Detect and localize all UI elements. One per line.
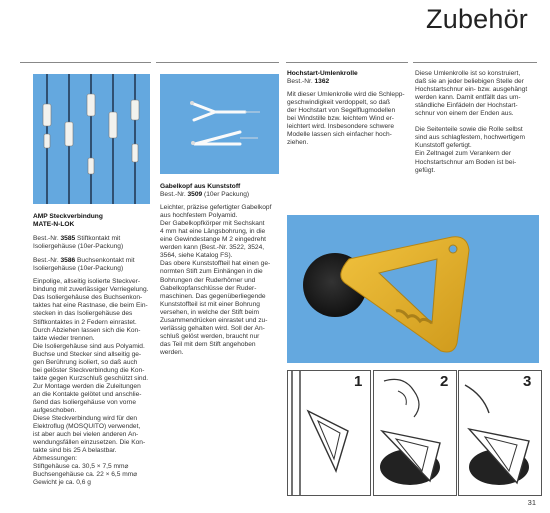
text-line: Hochstartschnur ein- bzw. ausgehängt	[415, 86, 528, 94]
text-line: Hochstartschnur am Boden ist bei-	[415, 158, 517, 166]
gabelkopf-illustration	[160, 74, 279, 174]
text-line: Zur Montage werden die Zuleitungen	[33, 382, 141, 390]
text-line: Durch Abziehen lassen sich die Kon-	[33, 326, 141, 334]
text-line: Elektroflug (MOSQUITO) verwendet,	[33, 423, 141, 431]
text-line: gen Berührung isoliert, so daß auch	[33, 358, 138, 366]
amp-article-2: Best.-Nr. 3586 Buchsenkontakt mit	[33, 257, 135, 265]
text-line: ständliche Einfädeln der Hochstart-	[415, 102, 518, 110]
text-line: ist aber auch bei vielen anderen An-	[33, 431, 139, 439]
text-line: gefügt.	[415, 166, 436, 174]
text-line: Bohrungen der Ruderhörner und	[160, 276, 256, 284]
text-line: Abmessungen:	[33, 455, 77, 463]
text-line: Das obere Kunststoffteil hat einen ge-	[160, 260, 271, 268]
amp-subheading: MATE-N-LOK	[33, 221, 75, 229]
text-line: Gabelkopfanschlüsse der Ruder-	[160, 284, 257, 292]
text-line: schluß gelöst werden, braucht nur	[160, 332, 260, 340]
hochstart-article: Best.-Nr. 1362	[287, 78, 330, 86]
umlenkrolle-photo	[287, 215, 539, 363]
text-line: an die Kontakte gelötet und anschlie-	[33, 390, 142, 398]
text-line: versehen, in welche der Stift beim	[160, 308, 259, 316]
gabelkopf-photo	[160, 74, 279, 174]
text-line: wendungsfällen einzusetzen. Die Kon-	[33, 439, 146, 447]
text-line: geschwindigkeit verdoppelt, so daß	[287, 99, 390, 107]
text-line: werden kann. Damit entfällt das um-	[415, 94, 521, 102]
text-line: werden.	[160, 348, 184, 356]
text-line: leichtert wird. Insbesondere schwere	[287, 123, 395, 131]
text-line: Die Seitenteile sowie die Rolle selbst	[415, 126, 523, 134]
text-line: Leichter, präzise gefertigter Gabelkopf	[160, 204, 272, 212]
text-line: stecken in das Isoliergehäuse des	[33, 310, 133, 318]
page-title: Zubehör	[426, 4, 528, 34]
text-line: Diese Umlenkrolle ist so konstruiert,	[415, 70, 521, 77]
text-line: Mit dieser Umlenkrolle wird die Schlepp-	[287, 91, 405, 99]
text-line: aus hochfestem Polyamid.	[160, 212, 238, 220]
text-line: Buchse und Stecker sind allseitig ge-	[33, 350, 142, 358]
gabel-text-block	[160, 183, 285, 357]
hochstart-heading: Hochstart-Umlenkrolle	[287, 70, 358, 77]
amp-article-2-desc: Isoliergehäuse (10er-Packung)	[33, 265, 124, 273]
text-line: maschinen. Das gegenüberliegende	[160, 292, 266, 300]
text-line: Gewicht je ca. 0,6 g	[33, 479, 91, 487]
text-line: Diese Steckverbindung wird für den	[33, 415, 138, 423]
amp-connector-photo	[33, 74, 150, 204]
step-3-number: 3	[523, 373, 532, 390]
text-line: Stiftgehäuse ca. 30,5 × 7,5 mm⌀	[33, 463, 129, 471]
divider	[286, 62, 408, 63]
hochstart-body-text	[287, 91, 412, 147]
text-line: Modelle lassen sich einfacher hoch-	[287, 131, 392, 139]
text-line: aufgeschoben.	[33, 407, 77, 415]
text-line: 4 mm hat eine Längsbohrung, in die	[160, 228, 266, 236]
page-number: 31	[527, 498, 536, 507]
text-line: Kunststoff gefertigt.	[415, 142, 472, 150]
step-1-illustration	[287, 370, 371, 496]
amp-connector-illustration	[33, 74, 150, 204]
text-line: der Hochstart von Segelflugmodellen	[287, 107, 396, 115]
text-line: ßend das Isoliergehäuse von vorne	[33, 398, 137, 406]
amp-heading: AMP Steckverbindung	[33, 213, 103, 220]
text-line: Ein Zeltnagel zum Verankern der	[415, 150, 512, 158]
text-line: schnur von einem der Enden aus.	[415, 110, 514, 118]
text-line: sind aus schlagfestem, hochwertigem	[415, 134, 525, 142]
text-line: Kunststoffteil ist mit einer Bohrung	[160, 300, 260, 308]
text-line: normten Stift zum Einhängen in die	[160, 268, 263, 276]
text-line: verlässig gehalten wird. Soll der An-	[160, 324, 265, 332]
text-line: werden kann (Best.-Nr. 3522, 3524,	[160, 244, 265, 252]
amp-article-1-desc: Isoliergehäuse (10er-Packung)	[33, 243, 124, 251]
text-line: bei gelöster Steckverbindung die Kon-	[33, 366, 145, 374]
text-line: takte gegen Kurzschluß geschützt sind.	[33, 374, 149, 382]
amp-text-block	[33, 213, 155, 488]
text-line: takte sind bis 25 A belastbar.	[33, 447, 117, 455]
step-3-illustration	[458, 370, 542, 496]
text-line: das Teil mit dem Stift angehoben	[160, 340, 256, 348]
text-line: ziehen.	[287, 139, 309, 147]
text-line: Einpolige, allseitig isolierte Steckver-	[33, 278, 141, 286]
text-line: Stiftkontaktes in 2 Federn einrastet.	[33, 318, 137, 326]
divider	[20, 62, 151, 63]
text-line: bindung mit zuverlässiger Verriegelung.	[33, 286, 149, 294]
text-line: 3564, siehe Katalog FS).	[160, 252, 233, 260]
amp-article-1: Best.-Nr. 3585 Stiftkontakt mit	[33, 235, 121, 243]
text-line: Buchsengehäuse ca. 22 × 6,5 mm⌀	[33, 471, 138, 479]
text-line	[415, 118, 540, 126]
umlenkrolle-illustration	[287, 215, 539, 363]
step-2-illustration	[373, 370, 457, 496]
hochstart-body-text-2	[415, 70, 540, 175]
text-line: daß sie an jeder beliebigen Stelle der	[415, 78, 524, 86]
hochstart-text-block	[287, 70, 412, 147]
text-line: taktes hat eine Rastnase, die beim Ein-	[33, 302, 148, 310]
step-1-number: 1	[354, 373, 363, 390]
text-line: Die Isoliergehäuse sind aus Polyamid.	[33, 342, 145, 350]
gabel-article: Best.-Nr. 3509 (10er Packung)	[160, 191, 250, 199]
text-line: Das Isoliergehäuse des Buchsenkon-	[33, 294, 143, 302]
text-line: Zusammendrücken einrastet und zu-	[160, 316, 268, 324]
text-line: takte wieder trennen.	[33, 334, 95, 342]
text-line: eine Gewindestange M 2 eingedreht	[160, 236, 266, 244]
gabel-heading: Gabelkopf aus Kunststoff	[160, 183, 241, 190]
divider	[413, 62, 537, 63]
divider	[156, 62, 279, 63]
step-2-number: 2	[440, 373, 449, 390]
amp-body-text	[33, 278, 155, 487]
text-line: bei Windstille bzw. leichtem Wind er-	[287, 115, 394, 123]
hochstart-text-block-2	[415, 70, 540, 175]
gabel-body-text	[160, 204, 285, 357]
text-line: Der Gabelkopfkörper mit Sechskant	[160, 220, 265, 228]
